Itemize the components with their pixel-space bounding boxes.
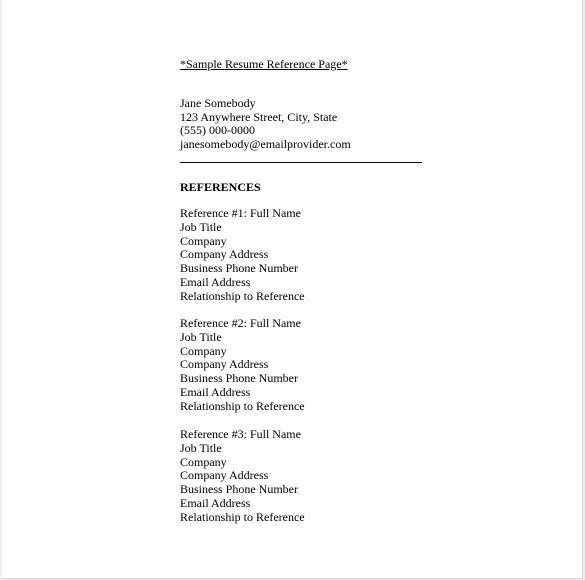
reference-email: Email Address [180, 274, 251, 289]
reference-business-phone: Business Phone Number [180, 261, 298, 276]
reference-block-2 [180, 317, 305, 414]
reference-label: Reference #3: Full Name [180, 427, 301, 441]
contact-phone: (555) 000-0000 [180, 123, 255, 138]
contact-name: Jane Somebody [180, 96, 256, 110]
reference-email: Email Address [180, 384, 251, 399]
reference-relationship: Relationship to Reference [180, 288, 305, 303]
reference-company: Company [180, 454, 227, 469]
references-heading: REFERENCES [180, 180, 261, 194]
reference-label: Reference #1: Full Name [180, 206, 301, 220]
reference-business-phone: Business Phone Number [180, 371, 298, 386]
reference-job-title: Job Title [180, 440, 222, 455]
document-page [2, 0, 583, 579]
reference-relationship: Relationship to Reference [180, 509, 305, 524]
reference-company-address: Company Address [180, 468, 269, 483]
reference-relationship: Relationship to Reference [180, 398, 305, 413]
reference-block-1 [180, 207, 305, 304]
contact-block [180, 97, 351, 152]
reference-job-title: Job Title [180, 329, 222, 344]
reference-company: Company [180, 343, 227, 358]
reference-company-address: Company Address [180, 357, 269, 372]
reference-company: Company [180, 233, 227, 248]
divider-line [180, 162, 422, 163]
reference-block-3 [180, 428, 305, 525]
contact-email: janesomebody@emailprovider.com [180, 137, 351, 152]
reference-label: Reference #2: Full Name [180, 316, 301, 330]
reference-business-phone: Business Phone Number [180, 482, 298, 497]
reference-job-title: Job Title [180, 219, 222, 234]
reference-company-address: Company Address [180, 247, 269, 262]
contact-address: 123 Anywhere Street, City, State [180, 109, 338, 124]
page-title: *Sample Resume Reference Page* [180, 57, 348, 71]
reference-email: Email Address [180, 495, 251, 510]
